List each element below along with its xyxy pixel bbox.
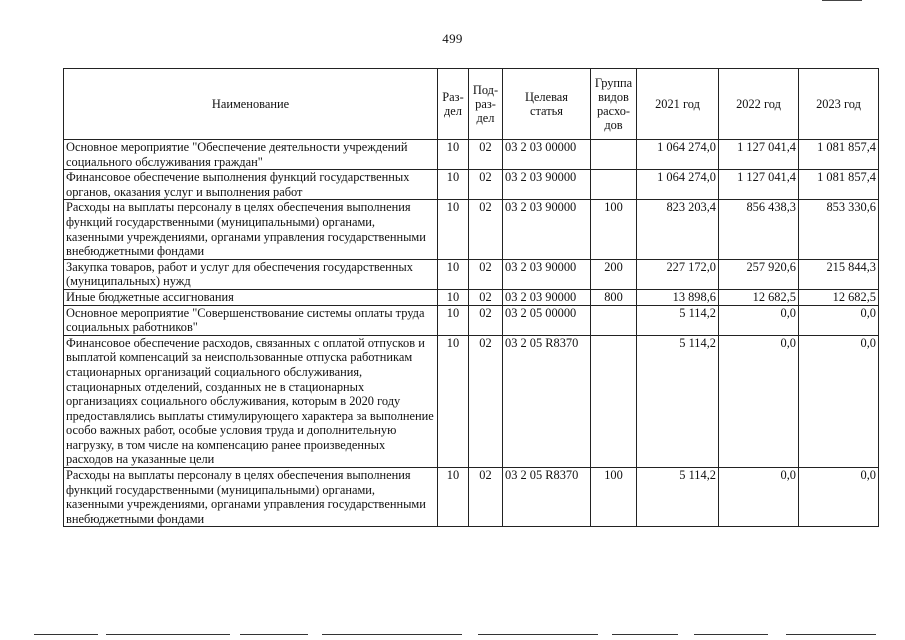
top-edge-line [822,0,862,1]
cell-amount-2023: 0,0 [799,305,879,335]
header-year-2023: 2023 год [799,69,879,140]
bottom-rule [786,634,876,635]
cell-amount-2021: 13 898,6 [637,289,719,305]
cell-amount-2021: 5 114,2 [637,305,719,335]
bottom-rule [478,634,598,635]
cell-name: Расходы на выплаты персоналу в целях обеспечения выполнения функций государственными (муниципальными) органами, казенными учреждениями, органами управления государственными внебюджетными фондами [64,200,438,259]
cell-expense-group [591,305,637,335]
cell-razdel: 10 [438,289,469,305]
cell-amount-2022: 12 682,5 [719,289,799,305]
cell-name: Расходы на выплаты персоналу в целях обеспечения выполнения функций государственными (муниципальными) органами, казенными учреждениями, органами управления государственными внебюджетными фондами [64,468,438,527]
cell-amount-2023: 12 682,5 [799,289,879,305]
table-row [64,468,879,527]
cell-name: Иные бюджетные ассигнования [64,289,438,305]
cell-amount-2023: 0,0 [799,468,879,527]
cell-target-article: 03 2 03 90000 [503,289,591,305]
cell-podrazdel: 02 [469,468,503,527]
bottom-rule [240,634,308,635]
header-podrazdel: Под- раз- дел [469,69,503,140]
cell-target-article: 03 2 03 00000 [503,140,591,170]
header-razdel: Раз- дел [438,69,469,140]
cell-podrazdel: 02 [469,305,503,335]
page-number: 499 [442,31,463,46]
cell-podrazdel: 02 [469,170,503,200]
cell-amount-2023: 853 330,6 [799,200,879,259]
header-target-article: Целевая статья [503,69,591,140]
header-year-2022: 2022 год [719,69,799,140]
cell-razdel: 10 [438,305,469,335]
header-name: Наименование [64,69,438,140]
cell-podrazdel: 02 [469,259,503,289]
bottom-rule [34,634,98,635]
cell-razdel: 10 [438,335,469,467]
cell-name: Закупка товаров, работ и услуг для обеспечения государственных (муниципальных) нужд [64,259,438,289]
cell-target-article: 03 2 03 90000 [503,259,591,289]
budget-table [63,68,879,527]
cell-amount-2021: 227 172,0 [637,259,719,289]
bottom-rule [106,634,230,635]
cell-expense-group: 100 [591,200,637,259]
cell-amount-2022: 0,0 [719,305,799,335]
cell-razdel: 10 [438,170,469,200]
header-year-2021: 2021 год [637,69,719,140]
cell-amount-2022: 257 920,6 [719,259,799,289]
cell-target-article: 03 2 05 R8370 [503,468,591,527]
cell-amount-2022: 1 127 041,4 [719,170,799,200]
cell-amount-2022: 1 127 041,4 [719,140,799,170]
cell-razdel: 10 [438,140,469,170]
cell-amount-2023: 0,0 [799,335,879,467]
cell-amount-2021: 823 203,4 [637,200,719,259]
cell-razdel: 10 [438,468,469,527]
cell-podrazdel: 02 [469,140,503,170]
cell-target-article: 03 2 03 90000 [503,200,591,259]
cell-amount-2022: 0,0 [719,468,799,527]
cell-podrazdel: 02 [469,335,503,467]
table-row [64,259,879,289]
cell-amount-2021: 1 064 274,0 [637,140,719,170]
cell-name: Основное мероприятие "Обеспечение деятельности учреждений социального обслуживания граждан" [64,140,438,170]
header-expense-group: Группа видов расхо- дов [591,69,637,140]
cell-name: Финансовое обеспечение выполнения функций государственных органов, оказания услуг и выполнения работ [64,170,438,200]
cell-expense-group: 100 [591,468,637,527]
cell-podrazdel: 02 [469,289,503,305]
table-row [64,289,879,305]
cell-target-article: 03 2 05 00000 [503,305,591,335]
table-row [64,305,879,335]
table-body [64,140,879,527]
cell-amount-2021: 5 114,2 [637,468,719,527]
bottom-rule [612,634,678,635]
cell-amount-2022: 0,0 [719,335,799,467]
cell-podrazdel: 02 [469,200,503,259]
cell-name: Финансовое обеспечение расходов, связанных с оплатой отпусков и выплатой компенсаций за неиспользованные отпуска работникам стационарных организаций социального обслуживания, стационарных отделений, созданных не в стационарных организациях социального обслуживания, которым в 2020 году предоставлялись выплаты стимулирующего характера за выполнение особо важных работ, особые условия труда и дополнительную нагрузку, в том числе на компенсацию ранее произведенных расходов на указанные цели [64,335,438,467]
cell-expense-group [591,140,637,170]
cell-razdel: 10 [438,259,469,289]
cell-expense-group [591,170,637,200]
table-header [64,69,879,140]
cell-amount-2023: 1 081 857,4 [799,170,879,200]
cell-razdel: 10 [438,200,469,259]
bottom-rule [322,634,462,635]
cell-expense-group: 800 [591,289,637,305]
cell-target-article: 03 2 05 R8370 [503,335,591,467]
cell-amount-2023: 1 081 857,4 [799,140,879,170]
cell-amount-2021: 1 064 274,0 [637,170,719,200]
cell-amount-2022: 856 438,3 [719,200,799,259]
table-row [64,140,879,170]
cell-target-article: 03 2 03 90000 [503,170,591,200]
table-row [64,200,879,259]
cell-amount-2023: 215 844,3 [799,259,879,289]
table-row [64,170,879,200]
table-row [64,335,879,467]
bottom-rule [694,634,768,635]
cell-expense-group: 200 [591,259,637,289]
header-row [64,69,879,140]
cell-name: Основное мероприятие "Совершенствование системы оплаты труда социальных работников" [64,305,438,335]
cell-amount-2021: 5 114,2 [637,335,719,467]
cell-expense-group [591,335,637,467]
